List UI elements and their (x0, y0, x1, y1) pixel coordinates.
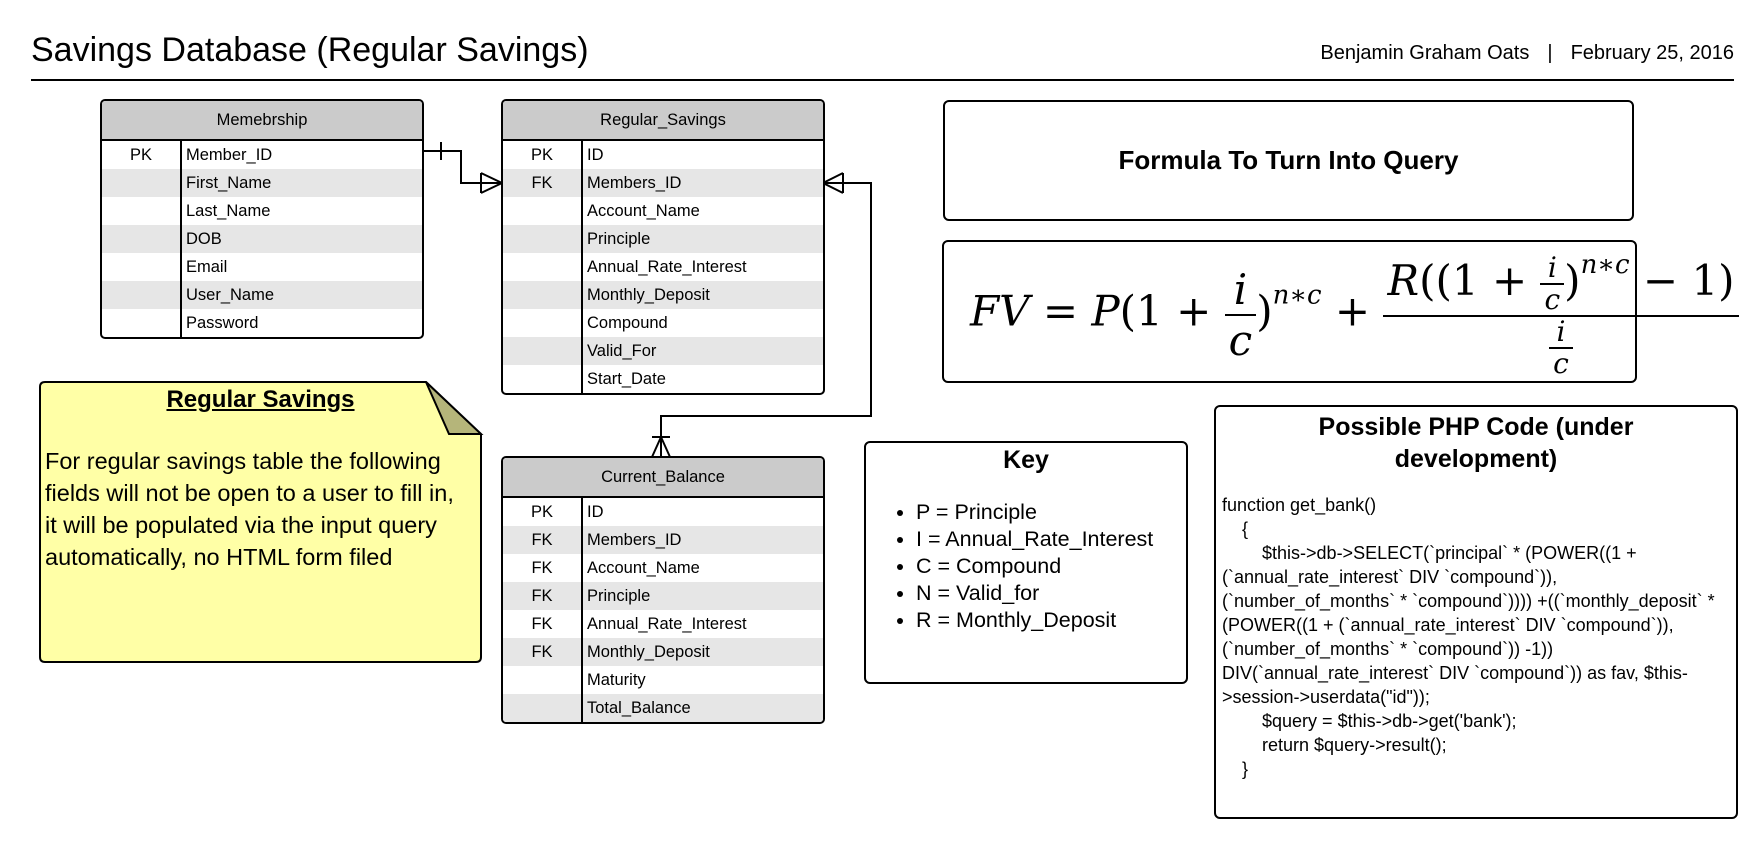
key-item: • R = Monthly_Deposit (916, 607, 1186, 634)
byline-separator: | (1547, 42, 1553, 64)
key-type (102, 225, 180, 253)
key-type (503, 337, 581, 365)
entity-regular-savings-title: Regular_Savings (503, 101, 823, 141)
key-item: • P = Principle (916, 499, 1186, 526)
date: February 25, 2016 (1570, 42, 1734, 64)
entity-row (503, 309, 823, 337)
key-list (866, 499, 1186, 634)
field-name: DOB (186, 230, 222, 248)
entity-row (503, 253, 823, 281)
key-item: • N = Valid_for (916, 580, 1186, 607)
page-title: Savings Database (Regular Savings) (31, 31, 589, 69)
key-title: Key (1003, 446, 1049, 474)
entity-membership-title: Memebrship (102, 101, 422, 141)
sticky-note-title: Regular Savings (166, 386, 355, 413)
key-type (102, 253, 180, 281)
field-name: Password (186, 314, 259, 332)
entity-row (503, 281, 823, 309)
key-type (503, 197, 581, 225)
key-type (503, 225, 581, 253)
field-name: ID (587, 146, 604, 164)
entity-row (102, 169, 422, 197)
entity-row (102, 253, 422, 281)
field-name: Member_ID (186, 146, 273, 164)
entity-row (503, 582, 823, 610)
key-box (864, 441, 1188, 684)
field-name: Start_Date (587, 370, 666, 388)
field-name: Monthly_Deposit (587, 643, 710, 661)
entity-row (503, 169, 823, 197)
key-type: FK (531, 643, 553, 661)
key-type: PK (530, 146, 553, 164)
field-name: First_Name (186, 174, 272, 192)
key-type: FK (531, 615, 553, 633)
key-type: FK (531, 587, 553, 605)
field-name: Compound (587, 314, 668, 332)
key-type (102, 197, 180, 225)
entity-row (503, 141, 823, 169)
field-name: Annual_Rate_Interest (587, 615, 747, 633)
entity-current-balance-title: Current_Balance (503, 458, 823, 498)
key-type (503, 365, 581, 393)
entity-regular-savings (501, 99, 825, 395)
key-type: FK (531, 559, 553, 577)
formula-title: Formula To Turn Into Query (1118, 145, 1459, 175)
key-type (503, 694, 581, 722)
entity-row (503, 638, 823, 666)
key-type (503, 281, 581, 309)
entity-row (102, 281, 422, 309)
field-name: Email (186, 258, 228, 276)
key-type: FK (531, 174, 553, 192)
field-name: Principle (587, 230, 651, 248)
field-name: Account_Name (587, 559, 700, 577)
entity-row (503, 225, 823, 253)
entity-row (102, 141, 422, 169)
entity-row (503, 694, 823, 722)
formula-title-box (943, 100, 1634, 221)
formula-box (942, 240, 1735, 383)
sticky-note-body: For regular savings table the following fields will not be open to a user to fill in, it will be populated via the input query automatically, no HTML form filed (45, 448, 454, 570)
field-name: Members_ID (587, 174, 682, 192)
field-name: Valid_For (587, 342, 657, 360)
field-name: Principle (587, 587, 651, 605)
future-value-formula: FV = P(1 + $\frac{i}{c}$ )$^{n∗c}$ + R((1 + $\frac{i}{c}$ )$^{n∗c}$ − 1) $\frac{i}{c}$ (970, 250, 1739, 379)
entity-row (503, 554, 823, 582)
sticky-note (39, 381, 482, 662)
key-type (503, 666, 581, 694)
key-type (102, 169, 180, 197)
field-name: Account_Name (587, 202, 700, 220)
key-type (102, 309, 180, 337)
php-code-box (1214, 405, 1738, 819)
entity-row (503, 526, 823, 554)
key-type (503, 253, 581, 281)
author: Benjamin Graham Oats (1320, 42, 1530, 64)
key-type: PK (530, 503, 553, 521)
php-code: function get_bank() { $this->db->SELECT(`principal` * (POWER((1 + (`annual_rate_interest` DIV `compound`)),(`number_of_months` * `compound`)))) +((`monthly_deposit` * (POWER((1 + (`annual_rate_interest` DIV `compound`)),(`number_of_months` * `compound`)) -1)) DIV(`annual_rate_interest` DIV `compound`)) as fav, $this->session->userdata("id")); $query = $this->db->get('bank'); return $query->result(); } (1222, 495, 1715, 779)
entity-row (503, 337, 823, 365)
field-name: Members_ID (587, 531, 682, 549)
php-code-title: Possible PHP Code (under development) (1318, 413, 1634, 473)
field-name: Total_Balance (587, 699, 691, 717)
entity-row (503, 610, 823, 638)
entity-row (503, 498, 823, 526)
entity-row (503, 365, 823, 393)
field-name: Maturity (587, 671, 646, 689)
field-name: ID (587, 503, 604, 521)
field-name: Last_Name (186, 202, 271, 220)
key-type: FK (531, 531, 553, 549)
key-item: • C = Compound (916, 553, 1186, 580)
entity-row (503, 197, 823, 225)
key-type (503, 309, 581, 337)
field-name: Monthly_Deposit (587, 286, 710, 304)
entity-row (102, 225, 422, 253)
key-type (102, 281, 180, 309)
entity-row (102, 197, 422, 225)
field-name: User_Name (186, 286, 275, 304)
entity-row (503, 666, 823, 694)
entity-row (102, 309, 422, 337)
field-name: Annual_Rate_Interest (587, 258, 747, 276)
key-type: PK (129, 146, 152, 164)
entity-membership (100, 99, 424, 339)
entity-current-balance (501, 456, 825, 724)
key-item: • I = Annual_Rate_Interest (916, 526, 1186, 553)
